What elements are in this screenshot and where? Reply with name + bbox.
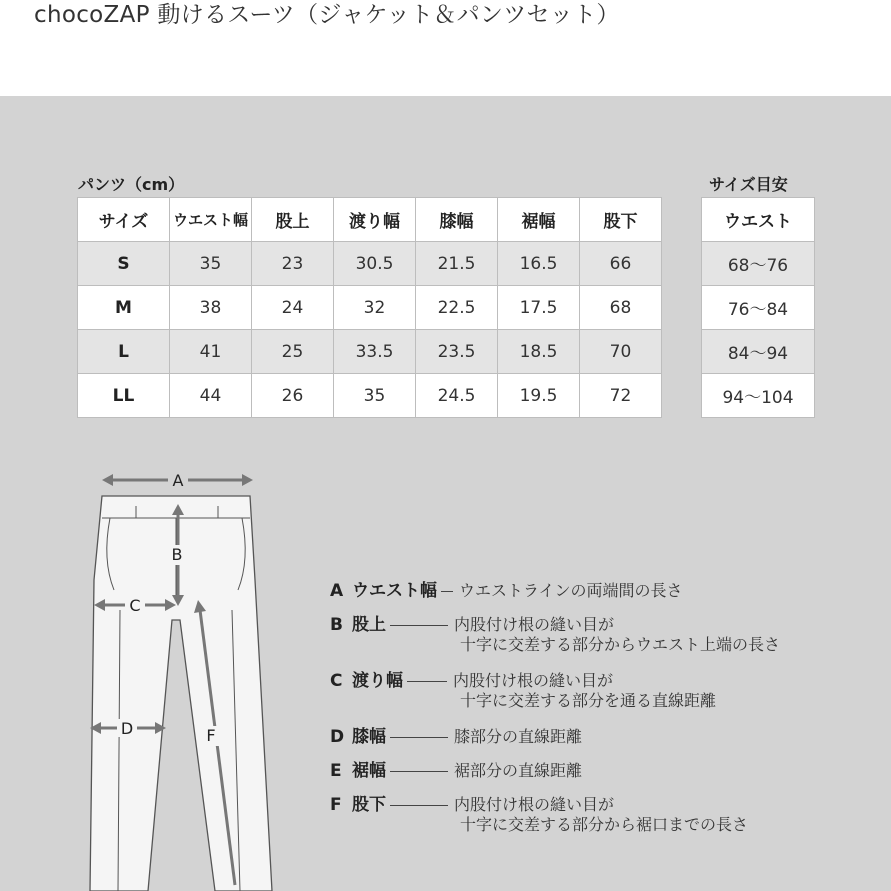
table-row <box>702 242 815 286</box>
table-cell: 32 <box>334 286 416 330</box>
size-cell: LL <box>78 374 170 418</box>
table-cell: 41 <box>170 330 252 374</box>
label-a: A <box>172 471 184 490</box>
page-title: chocoZAP 動けるスーツ（ジャケット＆パンツセット） <box>34 2 620 28</box>
table-cell: 70 <box>580 330 662 374</box>
table-cell: 22.5 <box>416 286 498 330</box>
column-header: サイズ <box>78 198 170 242</box>
label-f: F <box>206 726 216 745</box>
table-cell: 23 <box>252 242 334 286</box>
pants-diagram <box>80 460 280 891</box>
legend-item-c: C 渡り幅 内股付け根の縫い目が 十字に交差する部分を通る直線距離 <box>330 671 717 710</box>
table-cell: 30.5 <box>334 242 416 286</box>
table-cell: 68〜76 <box>702 242 815 286</box>
table-cell: 16.5 <box>498 242 580 286</box>
table-cell: 24 <box>252 286 334 330</box>
column-header: 膝幅 <box>416 198 498 242</box>
legend-item-b: B 股上 内股付け根の縫い目が 十字に交差する部分からウエスト上端の長さ <box>330 615 781 654</box>
table-header-row <box>78 198 662 242</box>
table-row <box>702 286 815 330</box>
size-guide-table <box>701 197 815 418</box>
pants-table-label: パンツ（cm） <box>78 175 185 194</box>
column-header: 股上 <box>252 198 334 242</box>
label-b: B <box>171 545 183 564</box>
table-row <box>78 286 662 330</box>
table-row <box>702 374 815 418</box>
table-header-row <box>702 198 815 242</box>
legend-item-a: A ウエスト幅 ウエストラインの両端間の長さ <box>330 581 683 601</box>
table-cell: 35 <box>334 374 416 418</box>
table-cell: 76〜84 <box>702 286 815 330</box>
table-cell: 72 <box>580 374 662 418</box>
size-cell: L <box>78 330 170 374</box>
table-cell: 19.5 <box>498 374 580 418</box>
column-header: ウエスト <box>702 198 815 242</box>
column-header: 股下 <box>580 198 662 242</box>
table-cell: 18.5 <box>498 330 580 374</box>
table-cell: 24.5 <box>416 374 498 418</box>
column-header: ウエスト幅 <box>170 198 252 242</box>
table-cell: 23.5 <box>416 330 498 374</box>
table-cell: 17.5 <box>498 286 580 330</box>
table-cell: 84〜94 <box>702 330 815 374</box>
pants-size-table <box>77 197 662 418</box>
legend-item-e: E 裾幅 裾部分の直線距離 <box>330 761 583 781</box>
table-cell: 66 <box>580 242 662 286</box>
table-cell: 25 <box>252 330 334 374</box>
table-row <box>78 242 662 286</box>
table-cell: 94〜104 <box>702 374 815 418</box>
legend-item-f: F 股下 内股付け根の縫い目が 十字に交差する部分から裾口までの長さ <box>330 795 749 834</box>
column-header: 渡り幅 <box>334 198 416 242</box>
legend-item-d: D 膝幅 膝部分の直線距離 <box>330 727 583 747</box>
label-c: C <box>129 596 141 615</box>
table-cell: 33.5 <box>334 330 416 374</box>
label-d: D <box>120 719 134 738</box>
table-cell: 26 <box>252 374 334 418</box>
table-cell: 44 <box>170 374 252 418</box>
table-cell: 35 <box>170 242 252 286</box>
table-row <box>78 374 662 418</box>
table-cell: 38 <box>170 286 252 330</box>
table-row <box>78 330 662 374</box>
table-cell: 21.5 <box>416 242 498 286</box>
table-row <box>702 330 815 374</box>
guide-table-label: サイズ目安 <box>709 175 788 194</box>
size-cell: S <box>78 242 170 286</box>
size-cell: M <box>78 286 170 330</box>
column-header: 裾幅 <box>498 198 580 242</box>
table-cell: 68 <box>580 286 662 330</box>
